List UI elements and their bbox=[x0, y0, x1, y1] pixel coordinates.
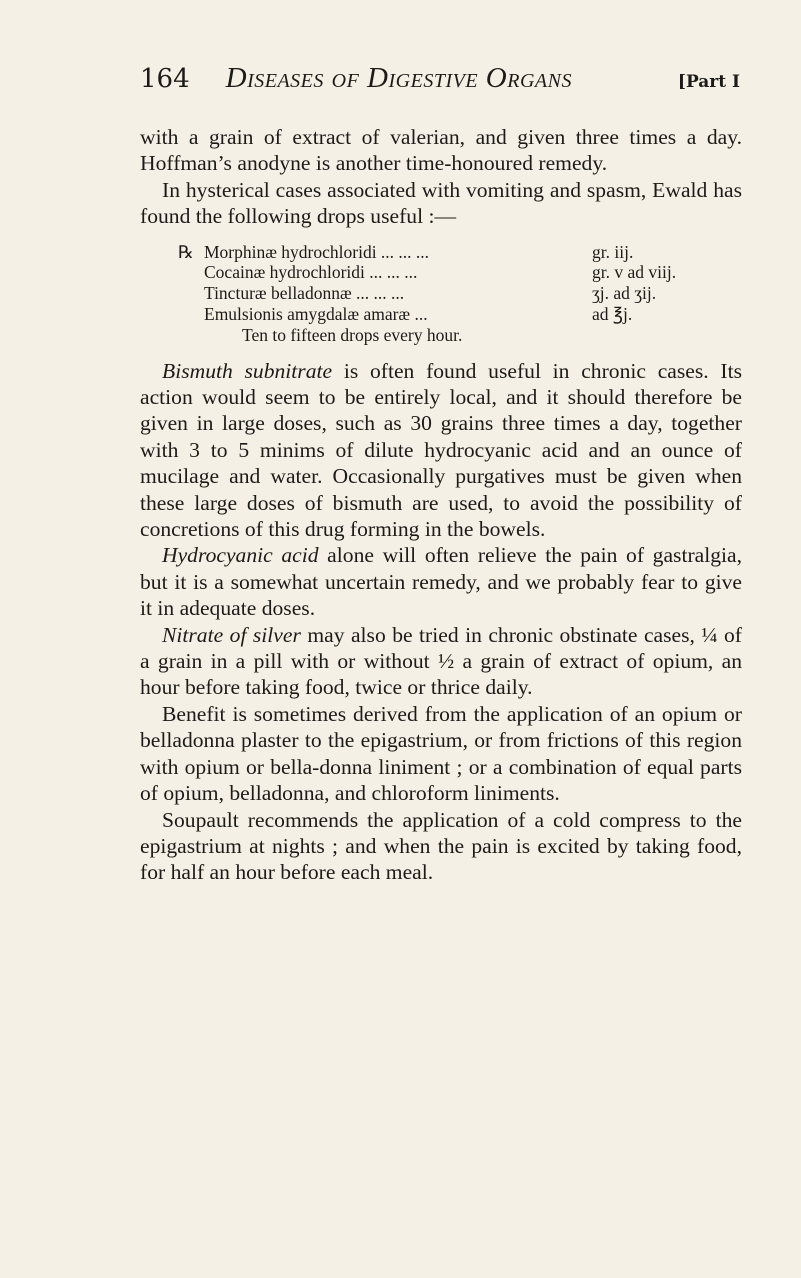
prescription-line bbox=[178, 242, 742, 263]
ingredient-dose: ad ℥j. bbox=[592, 304, 633, 325]
ingredient-name: Morphinæ hydrochloridi ... ... ... bbox=[204, 241, 430, 262]
remedy-term: Hydrocyanic acid bbox=[162, 543, 319, 568]
body-text bbox=[140, 124, 742, 886]
ingredient-dose: gr. v ad viij. bbox=[592, 262, 677, 283]
page-number: 164 bbox=[140, 64, 190, 94]
page-header bbox=[140, 62, 740, 95]
recipe-symbol: ℞ bbox=[178, 241, 194, 262]
paragraph-hydrocyanic: Hydrocyanic acid alone will often relieve the pain of gastralgia, but it is a somewhat uncertain remedy, and we probably fear to give it in adequate doses. bbox=[140, 543, 742, 621]
prescription-line bbox=[178, 283, 742, 304]
prescription-directions: Ten to fifteen drops every hour. bbox=[242, 324, 463, 345]
ingredient-name: Emulsionis amygdalæ amaræ ... bbox=[204, 304, 428, 325]
ingredient-name: Tincturæ belladonnæ ... ... ... bbox=[204, 283, 405, 304]
ingredient-name: Cocainæ hydrochloridi ... ... ... bbox=[204, 262, 418, 283]
prescription-line bbox=[178, 304, 742, 325]
paragraph-bismuth: Bismuth subnitrate is often found useful in chronic cases. Its action would seem to be entirely local, and it should therefore be given in large doses, such as 30 grains three times a day, together with 3 to 5 minims of dilute hydrocyanic acid and an ounce of mucilage and water. Occasionally purgatives must be given when these large doses of bismuth are used, to avoid the possibility of concretions of this drug forming in the bowels. bbox=[140, 358, 742, 542]
paragraph-silver: Nitrate of silver may also be tried in chronic obstinate cases, ¼ of a grain in a pill with or without ½ a grain of extract of opium, an hour before taking food, twice or thrice daily. bbox=[140, 622, 742, 700]
paragraph-benefit: Benefit is sometimes derived from the application of an opium or belladonna plaster to the epigastrium, or from frictions of this region with opium or bella-donna liniment ; or a combination of equal parts of opium, belladonna, and chloroform liniments. bbox=[140, 701, 742, 806]
paragraph-continuation: with a grain of extract of valerian, and given three times a day. Hoffman’s anodyne is another time-honoured remedy. bbox=[140, 125, 742, 176]
remedy-term: Nitrate of silver bbox=[162, 622, 301, 647]
remedy-term: Bismuth subnitrate bbox=[162, 358, 333, 383]
prescription-line bbox=[178, 262, 742, 283]
prescription-block bbox=[178, 242, 742, 346]
ingredient-dose: gr. iij. bbox=[592, 241, 634, 262]
paragraph-soupault: Soupault recommends the application of a cold compress to the epigastrium at nights ; and when the pain is excited by taking food, for half an hour before each meal. bbox=[140, 807, 742, 885]
running-title: Diseases of Digestive Organs bbox=[225, 62, 572, 94]
part-label: [Part I bbox=[677, 72, 740, 92]
ingredient-dose: ʒj. ad ʒij. bbox=[592, 283, 657, 304]
paragraph-hysterical: In hysterical cases associated with vomiting and spasm, Ewald has found the following drops useful :— bbox=[140, 177, 742, 229]
